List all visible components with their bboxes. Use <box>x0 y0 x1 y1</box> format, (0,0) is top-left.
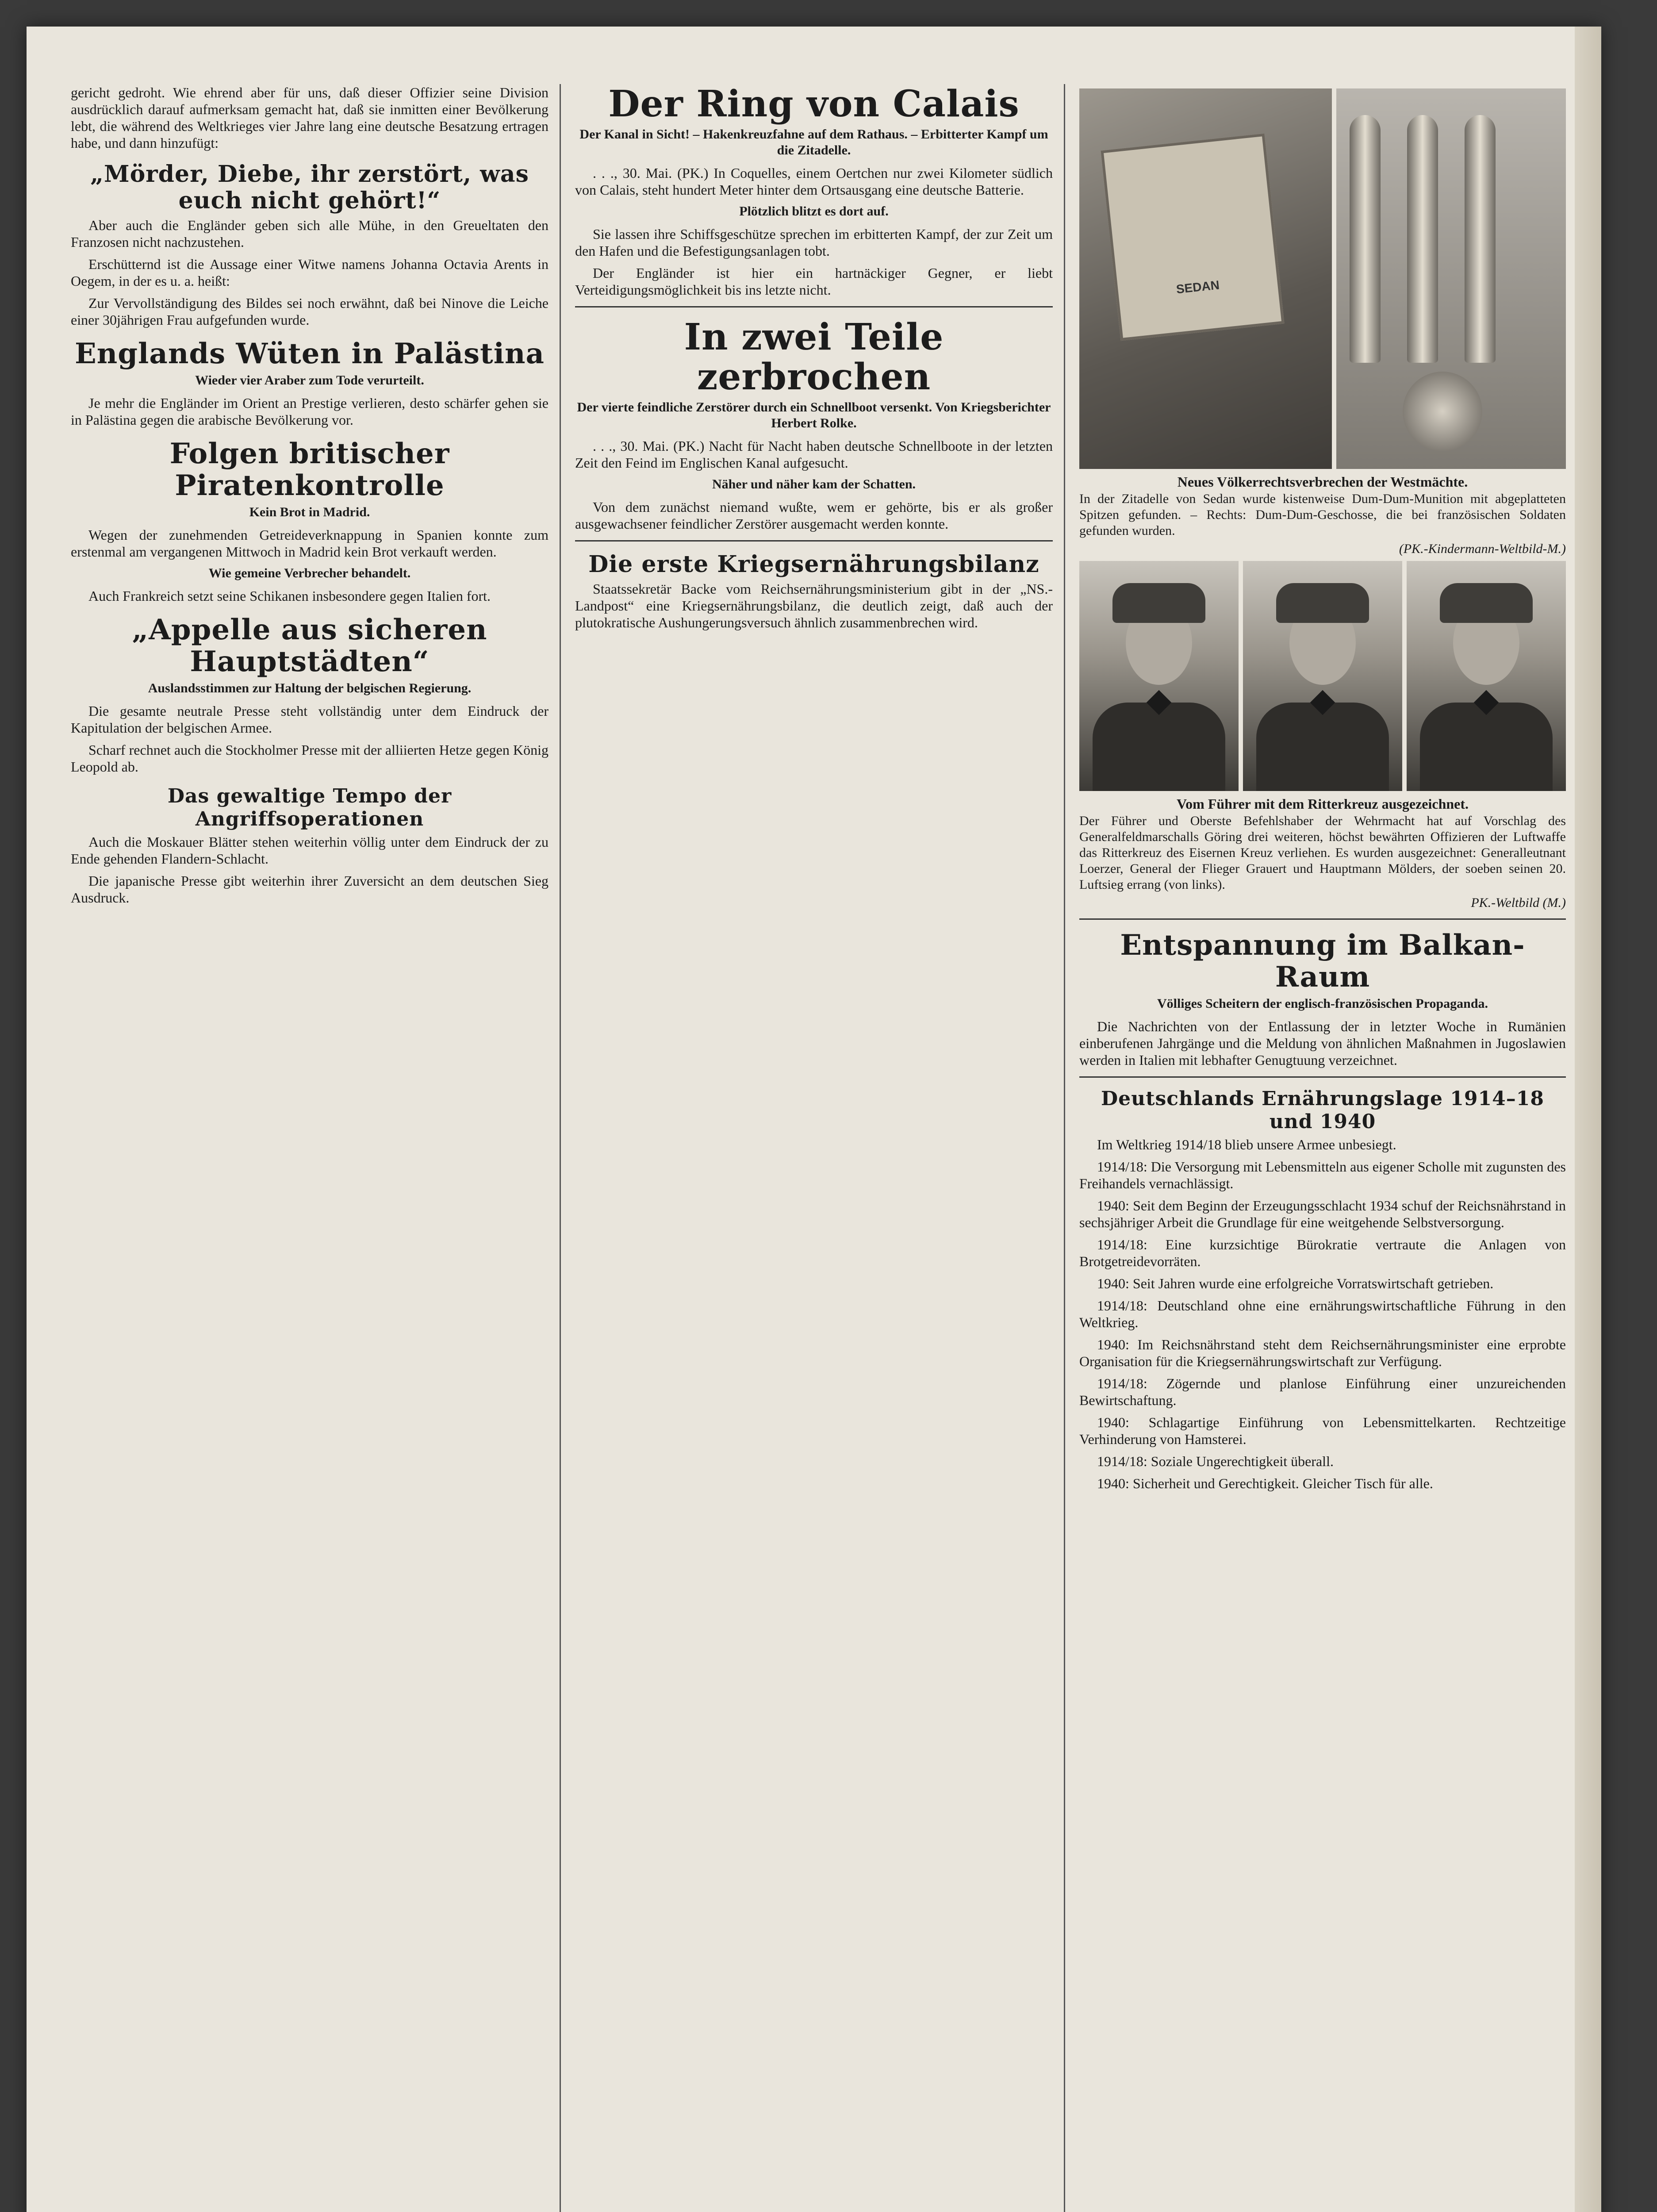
paragraph: 1940: Im Reichsnährstand steht dem Reichsernährungsminister eine erprobte Organisation für die Kriegsernährungswirtschaft zur Verfügung. <box>1079 1336 1566 1369</box>
column-rule <box>1064 84 1065 2212</box>
headline-ernaehrungslage: Deutschlands Ernährungslage 1914–18 und 1940 <box>1101 1087 1544 1133</box>
photo-credit: (PK.-Kindermann-Weltbild-M.) <box>1399 541 1566 556</box>
paragraph: Aber auch die Engländer geben sich alle Mühe, in den Greueltaten den Franzosen nicht nachzustehen. <box>71 217 548 250</box>
paragraph: . . ., 30. Mai. (PK.) Nacht für Nacht haben deutsche Schnellboote in der letzten Zeit den Feind im Englischen Kanal aufgesucht. <box>575 438 1053 471</box>
photo-dum-dum-bullets <box>1336 88 1566 469</box>
subheadline: Auslandsstimmen zur Haltung der belgischen Regierung. <box>148 681 472 695</box>
bullet-image <box>1465 115 1496 363</box>
portrait-right <box>1407 561 1566 791</box>
portrait-left <box>1079 561 1239 791</box>
subheadline: Plötzlich blitzt es dort auf. <box>739 204 889 219</box>
paragraph: . . ., 30. Mai. (PK.) In Coquelles, einem Oertchen nur zwei Kilometer südlich von Calais, steht hundert Meter hinter dem Ortsausgang eine deutsche Batterie. <box>575 165 1053 198</box>
paragraph: Die Nachrichten von der Entlassung der in letzter Woche in Rumänien einberufenen Jahrgänge und die Meldung von ähnlichen Maßnahmen in Jugoslawien werden in Italien mit lebhafter Genugtuung verzeichnet. <box>1079 1018 1566 1068</box>
divider <box>1079 1076 1566 1078</box>
paragraph: Sie lassen ihre Schiffsgeschütze sprechen im erbitterten Kampf, der zur Zeit um den Hafen und die Befestigungsanlagen tobt. <box>575 226 1053 259</box>
paragraph: 1914/18: Soziale Ungerechtigkeit überall. <box>1097 1453 1334 1469</box>
paragraph: Von dem zunächst niemand wußte, wem er gehörte, bis er als großer ausgewachsener feindlicher Zerstörer ausgemacht werden konnte. <box>575 499 1053 532</box>
cartridge-base-image <box>1403 372 1482 451</box>
paragraph: Je mehr die Engländer im Orient an Prestige verlieren, desto schärfer gehen sie in Palästina gegen die arabische Bevölkerung vor. <box>71 395 548 428</box>
divider <box>575 540 1053 541</box>
paragraph: Wegen der zunehmenden Getreideverknappung in Spanien konnte zum erstenmal am vergangenen Mittwoch in Madrid kein Brot verkauft werden. <box>71 527 548 560</box>
subheadline: Wieder vier Araber zum Tode verurteilt. <box>195 373 424 388</box>
subheadline: Kein Brot in Madrid. <box>249 505 370 519</box>
paragraph: 1940: Seit Jahren wurde eine erfolgreiche Vorratswirtschaft getrieben. <box>1097 1275 1494 1291</box>
paragraph: Der Engländer ist hier ein hartnäckiger Gegner, er liebt Verteidigungsmöglichkeit bis ins letzte nicht. <box>575 265 1053 298</box>
subheadline: Der vierte feindliche Zerstörer durch ein Schnellboot versenkt. Von Kriegsberichter Herbert Rolke. <box>577 400 1051 430</box>
photo-caption-title: Vom Führer mit dem Ritterkreuz ausgezeichnet. <box>1176 796 1469 812</box>
headline-kriegsernaehrungsbilanz: Die erste Kriegsernährungsbilanz <box>588 551 1039 578</box>
headline-piratenkontrolle: Folgen britischer Piratenkontrolle <box>169 437 450 502</box>
paragraph: 1914/18: Zögernde und planlose Einführung einer unzureichenden Bewirtschaftung. <box>1079 1375 1566 1408</box>
subheadline: Der Kanal in Sicht! – Hakenkreuzfahne auf dem Rathaus. – Erbitterter Kampf um die Zitadelle. <box>579 127 1048 157</box>
subheadline: Wie gemeine Verbrecher behandelt. <box>208 566 411 580</box>
paragraph: 1914/18: Deutschland ohne eine ernährungswirtschaftliche Führung in den Weltkrieg. <box>1079 1298 1566 1330</box>
photo-caption-title: Neues Völkerrechtsverbrechen der Westmächte. <box>1177 474 1468 490</box>
paragraph: Erschütternd ist die Aussage einer Witwe namens Johanna Octavia Arents in Oegem, in der es u. a. heißt: <box>71 256 548 289</box>
paragraph: Auch Frankreich setzt seine Schikanen insbesondere gegen Italien fort. <box>88 588 491 604</box>
headline-balkan: Entspannung im Balkan-Raum <box>1120 929 1525 994</box>
headline-appelle: „Appelle aus sicheren Hauptstädten“ <box>132 613 487 678</box>
column-2 <box>575 84 1053 2212</box>
paragraph: Staatssekretär Backe vom Reichsernährungsministerium gibt in der „NS.-Landpost“ eine Kriegsernährungsbilanz, die deutlich zeigt, daß auch der plutokratische Aushungerungsversuch ähnlich zusammenbrechen wird. <box>575 581 1053 630</box>
divider <box>575 306 1053 307</box>
page-edge <box>1575 27 1601 2212</box>
portrait-center <box>1243 561 1402 791</box>
column-3 <box>1079 84 1566 2212</box>
photo-credit: PK.-Weltbild (M.) <box>1471 895 1566 910</box>
paragraph: Die gesamte neutrale Presse steht vollständig unter dem Eindruck der Kapitulation der belgischen Armee. <box>71 703 548 736</box>
paragraph: 1940: Sicherheit und Gerechtigkeit. Gleicher Tisch für alle. <box>1097 1475 1433 1491</box>
headline-tempo: Das gewaltige Tempo der Angriffsoperationen <box>167 785 452 830</box>
paragraph: Scharf rechnet auch die Stockholmer Presse mit der alliierten Hetze gegen König Leopold ab. <box>71 742 548 775</box>
paragraph: 1914/18: Eine kurzsichtige Bürokratie vertraute die Anlagen von Brotgetreidevorräten. <box>1079 1237 1566 1269</box>
crate-label: SEDAN <box>1175 278 1220 296</box>
photo-caption: In der Zitadelle von Sedan wurde kistenweise Dum-Dum-Munition mit abgeplatteten Spitzen gefunden. – Rechts: Dum-Dum-Geschosse, die bei französischen Soldaten gefunden wurden. <box>1079 492 1566 538</box>
column-1 <box>71 84 548 2212</box>
crate-image <box>1101 134 1284 341</box>
subheadline: Näher und näher kam der Schatten. <box>712 477 916 492</box>
headline-moerder: „Mörder, Diebe, ihr zerstört, was euch nicht gehört!“ <box>90 161 529 214</box>
subheadline: Völliges Scheitern der englisch-französischen Propaganda. <box>1157 996 1488 1011</box>
paragraph: Die japanische Presse gibt weiterhin ihrer Zuversicht an dem deutschen Sieg Ausdruck. <box>71 873 548 906</box>
paragraph: 1914/18: Die Versorgung mit Lebensmitteln aus eigener Scholle mit zugunsten des Freihandels vernachlässigt. <box>1079 1159 1566 1191</box>
photo-ammunition-crates <box>1079 88 1332 469</box>
photo-caption: Der Führer und Oberste Befehlshaber der Wehrmacht hat auf Vorschlag des Generalfeldmarschalls Göring drei weiteren, höchst bewährten Offizieren der Luftwaffe das Ritterkreuz des Eisernen Kreuz verliehen. Es wurden ausgezeichnet: Generalleutnant Loerzer, General der Flieger Grauert und Hauptmann Mölders, der soeben seinen 20. Luftsieg errang (von links). <box>1079 814 1566 892</box>
photo-dum-dum-munition <box>1079 88 1566 469</box>
headline-calais: Der Ring von Calais <box>608 84 1020 125</box>
paragraph: Im Weltkrieg 1914/18 blieb unsere Armee unbesiegt. <box>1097 1137 1396 1152</box>
bullet-image <box>1350 115 1381 363</box>
paragraph: Auch die Moskauer Blätter stehen weiterhin völlig unter dem Eindruck der zu Ende gehenden Flandern-Schlacht. <box>71 834 548 867</box>
divider <box>1079 918 1566 920</box>
headline-palaestina: Englands Wüten in Palästina <box>74 337 545 370</box>
photo-ritterkreuz-portraits <box>1079 561 1566 791</box>
paragraph: 1940: Schlagartige Einführung von Lebensmittelkarten. Rechtzeitige Verhinderung von Hamsterei. <box>1079 1414 1566 1447</box>
paragraph: 1940: Seit dem Beginn der Erzeugungsschlacht 1934 schuf der Reichsnährstand in sechsjähriger Arbeit die Grundlage für eine weitgehende Selbstversorgung. <box>1079 1198 1566 1230</box>
newspaper-page <box>27 27 1601 2212</box>
paragraph: Zur Vervollständigung des Bildes sei noch erwähnt, daß bei Ninove die Leiche einer 30jährigen Frau aufgefunden wurde. <box>71 295 548 328</box>
headline-zwei-teile: In zwei Teile zerbrochen <box>684 316 944 398</box>
bullet-image <box>1407 115 1438 363</box>
column-rule <box>560 84 561 2212</box>
column-1-intro: gericht gedroht. Wie ehrend aber für uns, daß dieser Offizier seine Division ausdrücklich darauf aufmerksam gemacht hat, daß sie inmitten einer Bevölkerung lebt, die während des Weltkrieges vier Jahre lang eine deutsche Besatzung ertragen habe, und dann hinzufügt: <box>71 84 548 151</box>
